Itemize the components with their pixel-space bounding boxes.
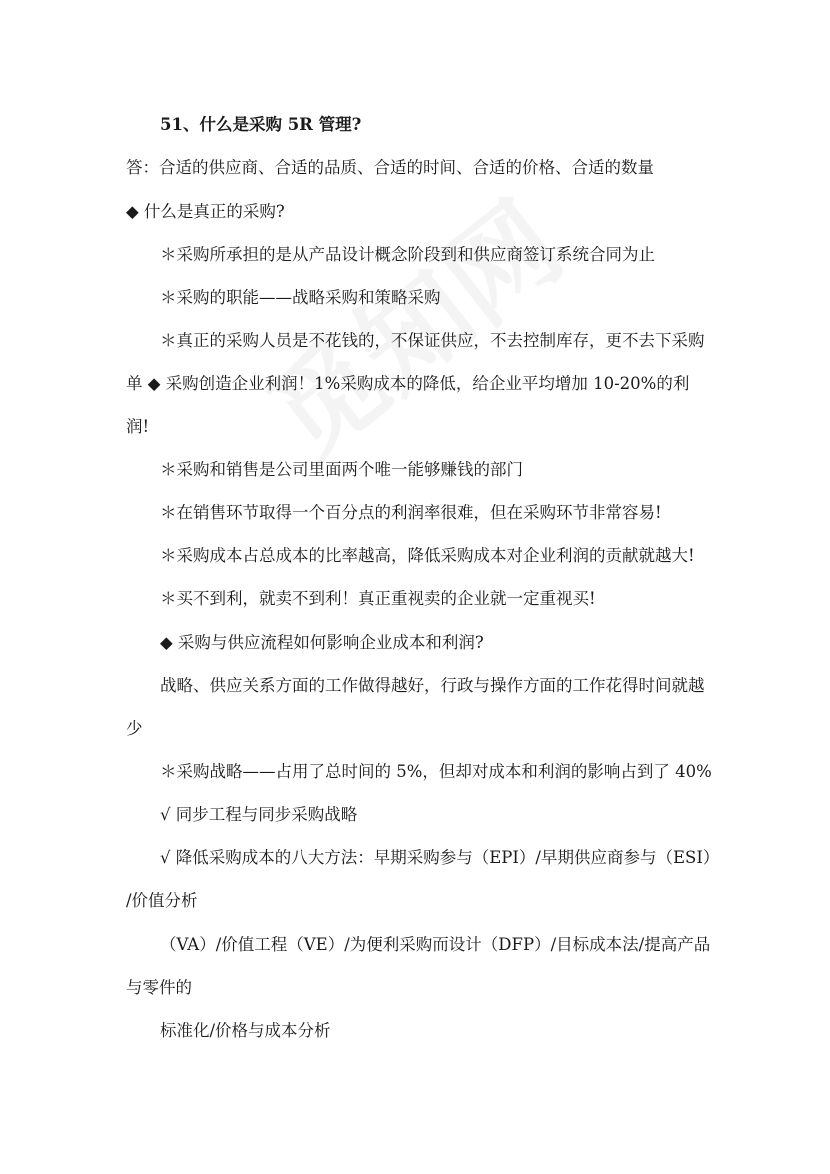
checklist-line: √ 降低采购成本的八大方法：早期采购参与（EPI）/早期供应商参与（ESI） [160,848,720,867]
question-heading: 51、什么是采购 5R 管理? [160,115,362,134]
checklist-line: √ 同步工程与同步采购战略 [160,805,358,824]
section-heading: ◆ 什么是真正的采购? [126,202,285,221]
body-line: （VA）/价值工程（VE）/为便利采购而设计（DFP）/目标成本法/提高产品 [160,935,711,954]
body-line: 与零件的 [126,978,192,997]
body-line: 少 [126,719,143,738]
body-line: ＊真正的采购人员是不花钱的，不保证供应，不去控制库存，更不去下采购 [160,331,705,350]
body-line: 单 ◆ 采购创造企业利润！1%采购成本的降低，给企业平均增加 10-20%的利 [126,374,690,393]
body-line: ＊采购战略——占用了总时间的 5%，但却对成本和利润的影响占到了 40% [160,762,712,781]
section-heading: ◆ 采购与供应流程如何影响企业成本和利润? [160,633,484,652]
body-line: /价值分析 [126,891,198,910]
body-line: ＊买不到利，就卖不到利！真正重视卖的企业就一定重视买! [160,589,596,608]
body-line: ＊采购所承担的是从产品设计概念阶段到和供应商签订系统合同为止 [160,245,655,264]
answer-line: 答：合适的供应商、合适的品质、合适的时间、合适的价格、合适的数量 [126,158,654,177]
body-line: ＊采购成本占总成本的比率越高，降低采购成本对企业利润的贡献就越大! [160,546,695,565]
body-line: ＊在销售环节取得一个百分点的利润率很难，但在采购环节非常容易! [160,503,662,522]
body-line: 标准化/价格与成本分析 [160,1021,331,1040]
body-line: ＊采购的职能——战略采购和策略采购 [160,288,441,307]
body-line: 战略、供应关系方面的工作做得越好，行政与操作方面的工作花得时间就越 [160,676,705,695]
body-line: ＊采购和销售是公司里面两个唯一能够赚钱的部门 [160,460,523,479]
body-line: 润! [126,417,150,436]
